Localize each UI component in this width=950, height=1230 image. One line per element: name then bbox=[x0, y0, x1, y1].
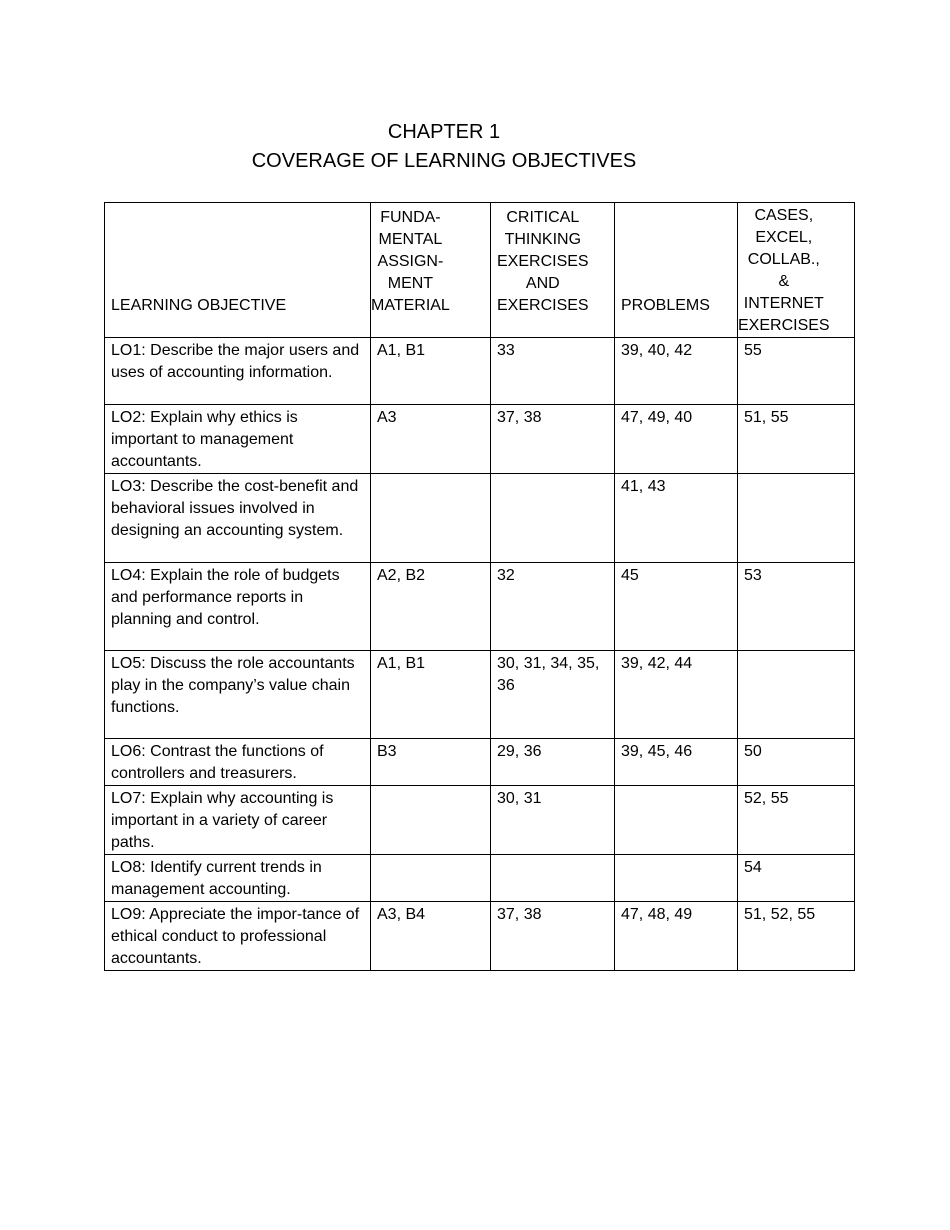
cell-critical: 37, 38 bbox=[491, 902, 615, 971]
cell-objective: LO3: Describe the cost-benefit and behavioral issues involved in designing an accounting system. bbox=[105, 474, 371, 563]
cell-cases: 55 bbox=[738, 338, 855, 405]
cell-cases: 51, 55 bbox=[738, 405, 855, 474]
cell-objective: LO2: Explain why ethics is important to management accountants. bbox=[105, 405, 371, 474]
table-row bbox=[105, 902, 855, 971]
cell-critical bbox=[491, 474, 615, 563]
cell-problems: 39, 45, 46 bbox=[615, 739, 738, 786]
table-row bbox=[105, 739, 855, 786]
cell-fundamental bbox=[371, 474, 491, 563]
coverage-heading: COVERAGE OF LEARNING OBJECTIVES bbox=[251, 150, 637, 172]
cell-cases: 50 bbox=[738, 739, 855, 786]
cell-problems: 39, 40, 42 bbox=[615, 338, 738, 405]
cell-cases bbox=[738, 474, 855, 563]
header-fundamental-assignment: FUNDA- MENTAL ASSIGN- MENT MATERIAL bbox=[371, 203, 491, 338]
chapter-heading: CHAPTER 1 bbox=[387, 121, 501, 143]
cell-problems: 45 bbox=[615, 563, 738, 651]
cell-problems bbox=[615, 786, 738, 855]
cell-critical: 33 bbox=[491, 338, 615, 405]
header-cases-internet: CASES, EXCEL, COLLAB., & INTERNET EXERCISES bbox=[738, 203, 855, 338]
cell-problems: 47, 48, 49 bbox=[615, 902, 738, 971]
cell-fundamental bbox=[371, 786, 491, 855]
table-row bbox=[105, 786, 855, 855]
cell-critical bbox=[491, 855, 615, 902]
cell-objective: LO8: Identify current trends in management accounting. bbox=[105, 855, 371, 902]
cell-fundamental: A1, B1 bbox=[371, 651, 491, 739]
cell-objective: LO4: Explain the role of budgets and performance reports in planning and control. bbox=[105, 563, 371, 651]
table-row bbox=[105, 338, 855, 405]
table-header-row bbox=[105, 203, 855, 338]
cell-critical: 30, 31 bbox=[491, 786, 615, 855]
page-title bbox=[0, 118, 888, 176]
cell-objective: LO1: Describe the major users and uses of accounting information. bbox=[105, 338, 371, 405]
cell-cases: 51, 52, 55 bbox=[738, 902, 855, 971]
cell-critical: 32 bbox=[491, 563, 615, 651]
cell-cases: 53 bbox=[738, 563, 855, 651]
cell-critical: 37, 38 bbox=[491, 405, 615, 474]
cell-objective: LO5: Discuss the role accountants play in the company’s value chain functions. bbox=[105, 651, 371, 739]
table-row bbox=[105, 563, 855, 651]
cell-cases: 52, 55 bbox=[738, 786, 855, 855]
cell-objective: LO7: Explain why accounting is important in a variety of career paths. bbox=[105, 786, 371, 855]
table-row bbox=[105, 855, 855, 902]
cell-problems bbox=[615, 855, 738, 902]
cell-cases bbox=[738, 651, 855, 739]
cell-problems: 41, 43 bbox=[615, 474, 738, 563]
cell-critical: 29, 36 bbox=[491, 739, 615, 786]
cell-objective: LO9: Appreciate the impor-tance of ethical conduct to professional accountants. bbox=[105, 902, 371, 971]
cell-fundamental: A1, B1 bbox=[371, 338, 491, 405]
cell-cases: 54 bbox=[738, 855, 855, 902]
header-learning-objective: LEARNING OBJECTIVE bbox=[105, 203, 371, 338]
table-row bbox=[105, 651, 855, 739]
cell-fundamental: A3, B4 bbox=[371, 902, 491, 971]
cell-problems: 47, 49, 40 bbox=[615, 405, 738, 474]
header-critical-thinking: CRITICAL THINKING EXERCISES AND EXERCISES bbox=[491, 203, 615, 338]
learning-objectives-table bbox=[104, 202, 855, 971]
cell-fundamental bbox=[371, 855, 491, 902]
header-problems: PROBLEMS bbox=[615, 203, 738, 338]
cell-fundamental: B3 bbox=[371, 739, 491, 786]
cell-critical: 30, 31, 34, 35, 36 bbox=[491, 651, 615, 739]
cell-objective: LO6: Contrast the functions of controllers and treasurers. bbox=[105, 739, 371, 786]
cell-fundamental: A2, B2 bbox=[371, 563, 491, 651]
cell-fundamental: A3 bbox=[371, 405, 491, 474]
table-row bbox=[105, 405, 855, 474]
table-row bbox=[105, 474, 855, 563]
cell-problems: 39, 42, 44 bbox=[615, 651, 738, 739]
